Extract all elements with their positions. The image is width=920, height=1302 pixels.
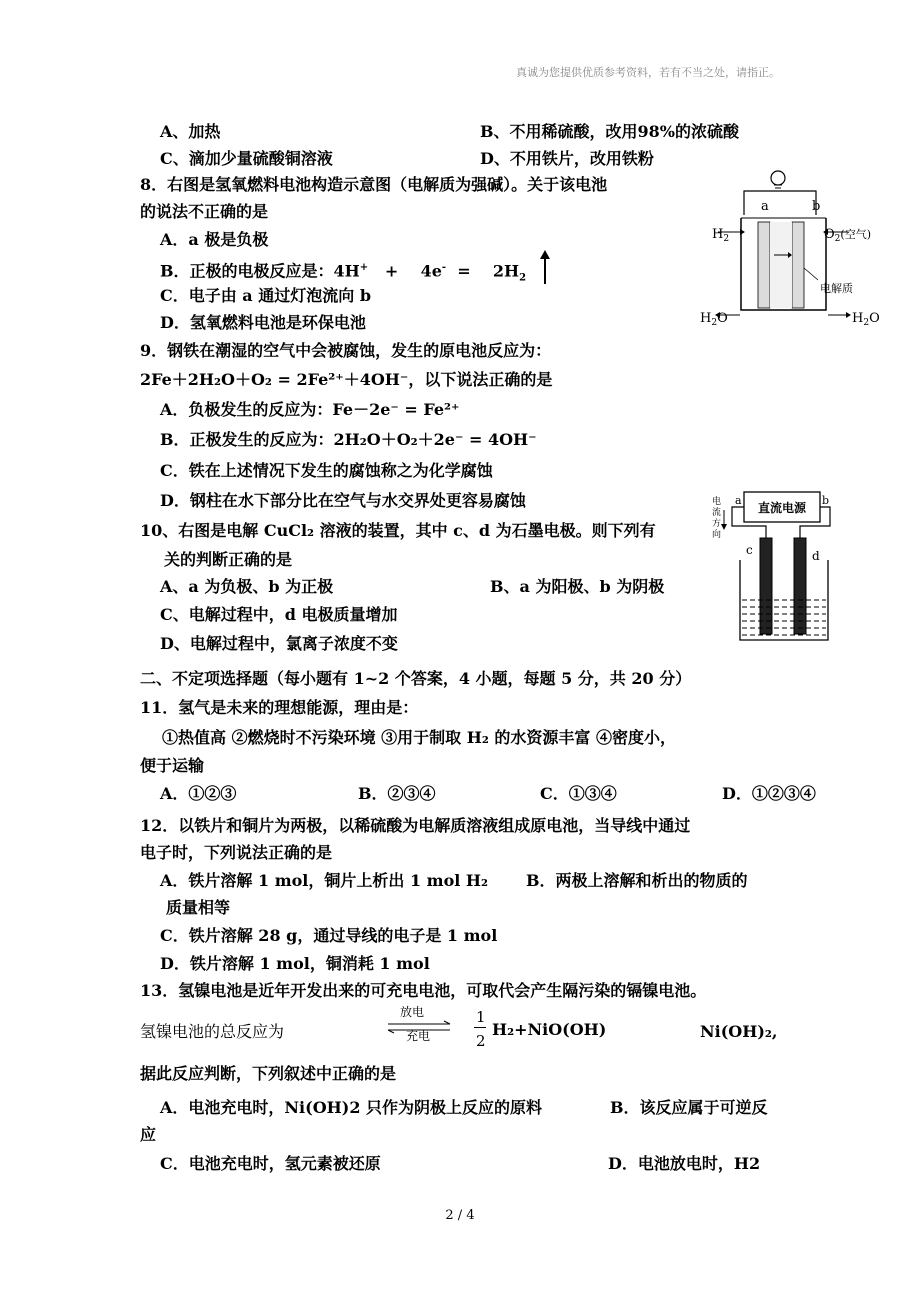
q12-option-b-line1: B．两极上溶解和析出的物质的 (526, 871, 748, 890)
q10-stem-line2: 关的判断正确的是 (164, 550, 293, 569)
fuel-cell-label-a: a (761, 199, 769, 214)
q10-option-b: B、a 为阳极、b 为阴极 (490, 577, 665, 596)
page-header: 真诚为您提供优质参考资料，若有不当之处，请指正。 (516, 66, 780, 79)
reaction-label-discharge: 放电 (400, 1005, 425, 1019)
current-direction-char-4: 向 (712, 530, 722, 540)
q12-option-a: A．铁片溶解 1 mol，铜片上析出 1 mol H₂ (160, 871, 489, 890)
electrolysis-label-b: b (822, 494, 830, 507)
q13-option-d: D．电池放电时，H2 (608, 1154, 761, 1173)
q11-option-d: D．①②③④ (722, 784, 816, 803)
fraction-denominator: 2 (476, 1032, 486, 1050)
reaction-rhs: H₂+NiO(OH) (492, 1020, 607, 1039)
q8-option-c: C．电子由 a 通过灯泡流向 b (160, 286, 372, 305)
q10-option-c: C、电解过程中，d 电极质量增加 (160, 605, 398, 624)
reaction-product: Ni(OH)₂, (700, 1022, 778, 1041)
q11-reasons-line2: 便于运输 (140, 756, 205, 775)
gas-arrow-up-icon (538, 250, 552, 286)
page-number: 2 / 4 (445, 1208, 475, 1223)
q12-stem-line2: 电子时，下列说法正确的是 (140, 843, 333, 862)
reaction-label-charge: 充电 (406, 1029, 431, 1043)
q13-option-c: C．电池充电时，氢元素被还原 (160, 1154, 381, 1173)
q10-option-a: A、a 为负极、b 为正极 (160, 577, 334, 596)
q13-stem: 13．氢镍电池是近年开发出来的可充电电池，可取代会产生隔污染的镉镍电池。 (140, 981, 707, 1000)
dc-source-label: 直流电源 (757, 501, 807, 515)
q7-option-b: B、不用稀硫酸，改用98%的浓硫酸 (480, 122, 739, 141)
q11-stem: 11．氢气是未来的理想能源，理由是： (140, 698, 419, 717)
fuel-cell-h2-in: $H_2$ (712, 227, 730, 244)
q13-judge: 据此反应判断，下列叙述中正确的是 (140, 1064, 397, 1083)
q13-option-b-line2: 应 (140, 1125, 157, 1144)
q12-option-d: D．铁片溶解 1 mol，铜消耗 1 mol (160, 954, 430, 973)
q13-lead: 氢镍电池的总反应为 (140, 1022, 285, 1041)
q12-option-c: C．铁片溶解 28 g，通过导线的电子是 1 mol (160, 926, 498, 945)
fraction-numerator: 1 (476, 1008, 486, 1026)
fuel-cell-h2o-out-right: $H_2O$ (852, 311, 880, 328)
q9-stem: 9．钢铁在潮湿的空气中会被腐蚀，发生的原电池反应为： (140, 341, 552, 360)
q10-stem-line1: 10、右图是电解 CuCl₂ 溶液的装置，其中 c、d 为石墨电极。则下列有 (140, 521, 656, 540)
section-2-title: 二、不定项选择题（每小题有 1~2 个答案，4 小题，每题 5 分，共 20 分） (140, 669, 692, 688)
q9-option-b: B．正极发生的反应为：2H₂O＋O₂＋2e⁻ = 4OH⁻ (160, 430, 537, 449)
q9-option-c: C．铁在上述情况下发生的腐蚀称之为化学腐蚀 (160, 461, 493, 480)
bulb-icon (771, 171, 785, 185)
fuel-cell-o2-in: $O_2^{(空气)}$ (824, 227, 871, 244)
current-direction-char-2: 流 (712, 508, 722, 518)
q8-option-b: B．正极的电极反应是：4H+ + 4e- = $2H_2$ (160, 261, 527, 284)
fuel-cell-label-b: b (812, 199, 821, 214)
q7-option-d: D、不用铁片，改用铁粉 (480, 149, 654, 168)
q8-option-a: A．a 极是负极 (160, 230, 269, 249)
q9-option-a: A．负极发生的反应为：Fe－2e⁻ = Fe²⁺ (160, 400, 460, 419)
q13-option-b-line1: B．该反应属于可逆反 (610, 1098, 768, 1117)
current-direction-char-3: 方 (712, 519, 722, 529)
q11-option-b: B．②③④ (358, 784, 436, 803)
q11-option-a: A．①②③ (160, 784, 237, 803)
q8-option-d: D．氢氧燃料电池是环保电池 (160, 313, 366, 332)
electrode-label-d: d (812, 549, 820, 563)
q7-option-a: A、加热 (160, 122, 221, 141)
electrolysis-diagram (704, 488, 844, 648)
q13-option-a: A．电池充电时，Ni(OH)2 只作为阴极上反应的原料 (160, 1098, 543, 1117)
electrolysis-label-a: a (735, 494, 742, 507)
q11-option-c: C．①③④ (540, 784, 617, 803)
q10-option-d: D、电解过程中，氯离子浓度不变 (160, 634, 398, 653)
q9-equation: 2Fe＋2H₂O＋O₂ = 2Fe²⁺＋4OH⁻，以下说法正确的是 (140, 370, 553, 389)
fuel-cell-h2o-out-left: $H_2O$ (700, 311, 728, 328)
electrode-label-c: c (746, 543, 753, 557)
current-direction-char-1: 电 (712, 497, 722, 507)
q8-stem-line1: 8．右图是氢氧燃料电池构造示意图（电解质为强碱）。关于该电池 (140, 175, 608, 194)
q8-stem-line2: 的说法不正确的是 (140, 202, 269, 221)
fuel-cell-diagram (696, 160, 896, 335)
q12-stem-line1: 12．以铁片和铜片为两极，以稀硫酸为电解质溶液组成原电池，当导线中通过 (140, 816, 691, 835)
q7-option-c: C、滴加少量硫酸铜溶液 (160, 149, 333, 168)
q9-option-d: D．钢柱在水下部分比在空气与水交界处更容易腐蚀 (160, 491, 526, 510)
fuel-cell-electrolyte-label: 电解质 (820, 282, 853, 295)
q11-reasons-line1: ①热值高 ②燃烧时不污染环境 ③用于制取 H₂ 的水资源丰富 ④密度小， (162, 728, 676, 747)
q12-option-b-line2: 质量相等 (166, 898, 231, 917)
fraction-bar (474, 1027, 486, 1028)
